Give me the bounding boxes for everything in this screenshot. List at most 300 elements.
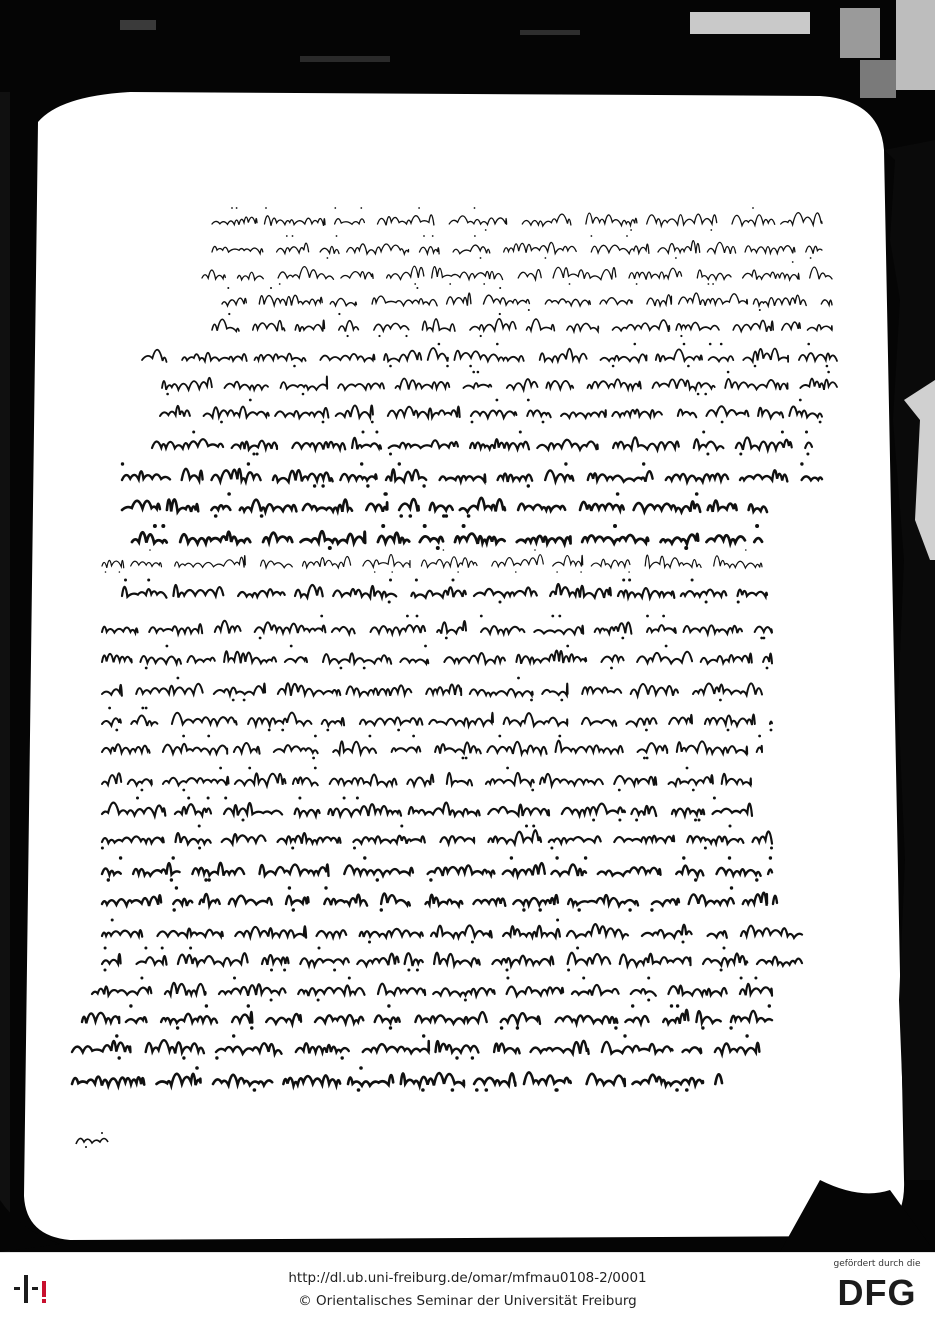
handwritten-word	[781, 213, 822, 225]
diacritic-dot	[567, 969, 570, 972]
diacritic-dot	[405, 335, 407, 337]
handwritten-word	[612, 410, 662, 418]
handwritten-word	[705, 715, 755, 726]
handwritten-word	[707, 242, 735, 254]
diacritic-dot	[701, 1026, 704, 1029]
diacritic-dot	[642, 462, 645, 465]
diacritic-dot	[545, 257, 547, 259]
handwritten-word	[259, 295, 322, 305]
diacritic-dot	[399, 514, 403, 518]
diacritic-dot	[115, 729, 118, 732]
diacritic-dot	[136, 797, 139, 800]
diacritic-dot	[224, 797, 227, 800]
diacritic-dot	[623, 1034, 626, 1037]
handwritten-word	[92, 987, 151, 996]
diacritic-dot	[144, 947, 147, 950]
diacritic-dot	[670, 1004, 673, 1007]
handwritten-word	[440, 474, 486, 482]
diacritic-dot	[472, 371, 475, 374]
handwritten-word	[470, 439, 529, 449]
handwritten-word	[534, 626, 583, 634]
diacritic-dot	[389, 365, 392, 368]
handwritten-word	[694, 439, 724, 449]
handwritten-word	[405, 953, 423, 966]
handwritten-word	[82, 1013, 119, 1023]
diacritic-dot	[149, 549, 151, 551]
diacritic-dot	[270, 969, 273, 972]
handwritten-word	[725, 379, 787, 390]
diacritic-dot	[341, 1056, 344, 1059]
diacritic-dot	[684, 546, 688, 550]
handwritten-word	[582, 535, 648, 543]
diacritic-dot	[147, 579, 150, 582]
viewer-footer	[0, 1252, 935, 1321]
handwritten-word	[587, 1074, 625, 1086]
handwritten-word	[708, 501, 737, 512]
diacritic-dot	[314, 767, 317, 770]
manuscript-line	[102, 886, 777, 911]
handwritten-word	[474, 1073, 515, 1085]
diacritic-dot	[336, 235, 338, 237]
handwritten-word	[600, 298, 632, 305]
handwritten-word	[172, 713, 237, 725]
diacritic-dot	[471, 1056, 474, 1059]
handwritten-word	[753, 832, 773, 844]
handwritten-word	[652, 899, 679, 906]
handwritten-word	[426, 685, 461, 696]
manuscript-line	[102, 735, 762, 760]
diacritic-dot	[421, 1088, 425, 1092]
diacritic-dot	[474, 207, 476, 209]
permalink-url[interactable]: http://dl.ub.uni-freiburg.de/omar/mfmau0108-2/0001	[288, 1270, 647, 1286]
handwritten-word	[731, 1011, 772, 1022]
handwritten-word	[182, 353, 247, 361]
diacritic-dot	[298, 797, 301, 800]
diacritic-dot	[381, 524, 385, 528]
diacritic-dot	[438, 343, 441, 346]
handwritten-word	[415, 1012, 486, 1024]
diacritic-dot	[665, 645, 668, 648]
handwritten-word	[709, 356, 734, 361]
handwritten-word	[503, 863, 545, 876]
handwritten-word	[647, 625, 676, 633]
diacritic-dot	[432, 235, 434, 237]
handwritten-word	[332, 627, 355, 634]
diacritic-dot	[698, 819, 701, 822]
handwritten-word	[618, 588, 674, 598]
handwritten-word	[400, 658, 428, 663]
diacritic-dot	[422, 484, 425, 487]
handwritten-word	[684, 625, 743, 634]
handwritten-word	[800, 379, 837, 390]
handwritten-word	[631, 684, 678, 696]
handwritten-word	[588, 471, 653, 481]
diacritic-dot	[694, 878, 697, 881]
diacritic-dot	[755, 878, 758, 881]
handwritten-word	[165, 983, 206, 996]
handwritten-word	[531, 1041, 589, 1054]
handwritten-word	[518, 504, 565, 511]
handwritten-word	[328, 804, 401, 816]
handwritten-word	[601, 655, 623, 662]
diacritic-dot	[314, 735, 317, 738]
diacritic-dot	[363, 667, 366, 670]
handwritten-word	[102, 895, 161, 906]
handwritten-word	[668, 986, 726, 996]
handwritten-word	[163, 744, 227, 754]
diacritic-dot	[198, 825, 201, 828]
dfg-logo-icon	[827, 1272, 927, 1312]
handwritten-word	[102, 868, 121, 874]
manuscript-line	[102, 645, 772, 670]
handwritten-word	[72, 1077, 144, 1086]
handwritten-word	[562, 804, 625, 816]
diacritic-dot	[755, 524, 759, 528]
diacritic-dot	[118, 1056, 121, 1059]
handwritten-word	[324, 895, 367, 906]
diacritic-dot	[177, 677, 180, 680]
handwritten-word	[122, 587, 167, 598]
diacritic-dot	[359, 1066, 363, 1070]
diacritic-dot	[499, 287, 501, 289]
manuscript-line	[102, 919, 802, 944]
handwritten-word	[768, 870, 772, 874]
diacritic-dot	[232, 699, 235, 702]
diacritic-dot	[618, 789, 621, 792]
diacritic-dot	[634, 343, 637, 346]
handwritten-word	[805, 443, 812, 448]
diacritic-dot	[451, 1088, 455, 1092]
handwritten-word	[200, 894, 220, 906]
handwritten-word	[128, 779, 152, 785]
handwritten-word	[572, 985, 619, 996]
diacritic-dot	[192, 431, 195, 434]
diacritic-dot	[631, 1004, 634, 1007]
handwritten-word	[588, 379, 641, 389]
diacritic-dot	[500, 1026, 503, 1029]
diacritic-dot	[516, 1026, 519, 1029]
handwritten-word	[357, 954, 398, 966]
diacritic-dot	[676, 1004, 679, 1007]
diacritic-dot	[292, 235, 294, 237]
handwritten-word	[494, 1044, 519, 1054]
handwritten-word	[436, 1041, 479, 1052]
diacritic-dot	[727, 729, 730, 732]
diacritic-dot	[360, 207, 362, 209]
handwritten-word	[396, 378, 450, 389]
diacritic-dot	[810, 257, 812, 259]
handwritten-word	[132, 532, 167, 543]
handwritten-word	[561, 410, 606, 418]
handwritten-word	[160, 406, 190, 417]
manuscript-line	[160, 399, 822, 424]
handwritten-word	[447, 293, 471, 306]
handwritten-word	[614, 836, 674, 843]
handwritten-word	[656, 349, 702, 362]
handwritten-word	[260, 865, 329, 876]
diacritic-dot	[418, 207, 420, 209]
handwritten-word	[447, 773, 472, 786]
diacritic-dot	[496, 343, 499, 346]
handwritten-word	[693, 683, 762, 695]
handwritten-word	[474, 588, 537, 597]
diacritic-dot	[558, 615, 561, 618]
handwritten-word	[749, 504, 767, 512]
handwritten-word	[235, 926, 306, 937]
handwritten-word	[661, 534, 699, 544]
handwritten-word	[293, 777, 318, 785]
handwritten-word	[601, 354, 647, 361]
handwritten-word	[360, 929, 423, 937]
handwritten-word	[638, 743, 668, 753]
handwritten-word	[647, 295, 672, 306]
diacritic-dot	[140, 977, 143, 980]
diacritic-dot	[374, 571, 376, 573]
diacritic-dot	[324, 886, 327, 889]
handwritten-word	[102, 627, 138, 633]
diacritic-dot	[682, 856, 685, 859]
handwritten-word	[72, 1041, 130, 1052]
manuscript-line	[72, 1034, 759, 1059]
diacritic-dot	[406, 615, 409, 618]
diacritic-dot	[613, 524, 617, 528]
copyright-notice: © Orientalisches Seminar der Universität Freiburg	[298, 1293, 637, 1309]
diacritic-dot	[628, 571, 630, 573]
handwritten-word	[633, 1075, 704, 1086]
manuscript-line	[102, 707, 772, 732]
diacritic-dot	[827, 371, 830, 374]
handwritten-word	[149, 624, 202, 634]
diacritic-dot	[333, 969, 336, 972]
diacritic-dot	[704, 393, 707, 396]
handwritten-word	[225, 382, 269, 390]
handwritten-word	[411, 587, 466, 597]
diacritic-dot	[610, 667, 613, 670]
diacritic-dot	[368, 941, 371, 944]
handwritten-word	[806, 246, 822, 254]
diacritic-dot	[675, 1088, 679, 1092]
diacritic-dot	[260, 514, 264, 518]
diacritic-dot	[550, 847, 553, 850]
handwritten-word	[330, 298, 356, 305]
handwritten-word	[333, 586, 396, 598]
handwritten-word	[757, 746, 762, 752]
diacritic-dot	[480, 257, 482, 259]
handwritten-word	[755, 627, 772, 633]
dfg-caption: gefördert durch die	[833, 1259, 921, 1269]
manuscript-line	[142, 343, 837, 368]
diacritic-dot	[555, 1088, 559, 1092]
handwritten-word	[568, 895, 638, 906]
handwritten-word	[255, 622, 326, 633]
diacritic-dot	[697, 393, 700, 396]
handwritten-word	[372, 296, 437, 306]
diacritic-dot	[108, 707, 111, 710]
handwritten-word	[320, 246, 339, 253]
handwritten-word	[503, 926, 560, 937]
handwritten-word	[298, 985, 364, 996]
diacritic-dot	[215, 1056, 218, 1059]
handwritten-word	[545, 470, 573, 481]
handwritten-word	[540, 774, 603, 786]
diacritic-dot	[362, 431, 365, 434]
diacritic-dot	[618, 819, 621, 822]
diacritic-dot	[739, 453, 742, 456]
diacritic-dot	[525, 825, 528, 828]
diacritic-dot	[121, 462, 124, 465]
diacritic-dot	[387, 1004, 390, 1007]
handwritten-word	[420, 536, 443, 542]
handwritten-word	[627, 718, 657, 726]
handwritten-word	[455, 534, 505, 544]
diacritic-dot	[462, 757, 465, 760]
handwritten-word	[513, 895, 558, 905]
handwritten-word	[211, 505, 230, 510]
diacritic-dot	[455, 1056, 458, 1059]
diacritic-dot	[170, 878, 173, 881]
handwritten-word	[378, 215, 434, 225]
handwritten-word	[278, 833, 341, 843]
diacritic-dot	[768, 1004, 771, 1007]
manuscript-line	[202, 261, 832, 285]
diacritic-dot	[389, 1026, 392, 1029]
handwritten-word	[741, 926, 802, 938]
handwritten-word	[460, 498, 505, 512]
handwritten-word	[273, 470, 333, 482]
diacritic-dot	[268, 729, 271, 732]
handwritten-word	[182, 469, 203, 481]
handwritten-word	[346, 685, 411, 695]
diacritic-dot	[220, 421, 223, 424]
handwritten-word	[420, 247, 440, 254]
diacritic-dot	[483, 283, 485, 285]
diacritic-dot	[770, 729, 773, 732]
handwritten-word	[435, 742, 481, 753]
handwritten-word	[216, 1043, 282, 1054]
handwritten-word	[175, 556, 246, 568]
handwritten-word	[339, 321, 359, 332]
handwritten-word	[146, 1040, 204, 1053]
diacritic-dot	[416, 287, 418, 289]
handwritten-arabic-text	[62, 200, 842, 1120]
handwritten-word	[330, 775, 397, 786]
handwritten-word	[366, 502, 387, 511]
manuscript-line	[212, 207, 822, 231]
diacritic-dot	[694, 819, 697, 822]
diacritic-dot	[515, 571, 517, 573]
diacritic-dot	[636, 283, 638, 285]
handwritten-word	[300, 958, 349, 965]
diacritic-dot	[592, 819, 595, 822]
diacritic-dot	[499, 601, 502, 604]
handwritten-word	[315, 1015, 363, 1023]
diacritic-dot	[510, 856, 513, 859]
manuscript-line	[102, 677, 762, 702]
diacritic-dot	[530, 699, 533, 702]
manuscript-line	[92, 977, 772, 1002]
diacritic-dot	[506, 969, 509, 972]
handwritten-word	[278, 267, 333, 280]
handwritten-word	[501, 1013, 540, 1024]
diacritic-dot	[233, 977, 236, 980]
diacritic-dot	[371, 421, 374, 424]
handwritten-word	[517, 536, 571, 544]
handwritten-word	[378, 984, 425, 995]
diacritic-dot	[242, 819, 245, 822]
handwritten-word	[333, 741, 376, 753]
diacritic-dot	[205, 1004, 208, 1007]
handwritten-word	[381, 893, 410, 905]
diacritic-dot	[720, 343, 723, 346]
handwritten-word	[498, 474, 532, 482]
diacritic-dot	[687, 365, 690, 368]
handwritten-word	[681, 590, 727, 597]
handwritten-word	[202, 270, 225, 279]
diacritic-dot	[107, 878, 110, 881]
diacritic-dot	[686, 767, 689, 770]
handwritten-word	[620, 954, 691, 966]
diacritic-dot	[704, 847, 707, 850]
marginal-note-handwriting	[74, 1130, 114, 1150]
diacritic-dot	[376, 878, 379, 881]
handwritten-word	[296, 1043, 349, 1053]
diacritic-dot	[334, 207, 336, 209]
handwritten-word	[102, 718, 121, 725]
handwritten-word	[175, 804, 211, 815]
handwritten-word	[295, 585, 323, 598]
handwritten-word	[669, 715, 692, 724]
handwritten-word	[676, 322, 719, 330]
handwritten-word	[222, 834, 266, 844]
diacritic-dot	[467, 514, 471, 518]
handwritten-word	[275, 408, 328, 418]
handwritten-word	[631, 989, 656, 996]
diacritic-dot	[250, 1026, 253, 1029]
handwritten-word	[504, 713, 568, 726]
diacritic-dot	[558, 735, 561, 738]
handwritten-word	[614, 776, 656, 786]
diacritic-dot	[141, 707, 144, 710]
handwritten-word	[808, 325, 833, 331]
dfg-sponsor[interactable]	[823, 1259, 931, 1317]
diacritic-dot	[207, 735, 210, 738]
handwritten-word	[253, 321, 285, 332]
handwritten-word	[219, 984, 286, 995]
handwritten-word	[444, 653, 505, 664]
diacritic-dot	[270, 287, 272, 289]
handwritten-word	[102, 685, 122, 696]
diacritic-dot	[826, 365, 829, 368]
handwritten-word	[677, 741, 747, 753]
handwritten-word	[167, 499, 198, 512]
diacritic-dot	[485, 229, 487, 231]
handwritten-word	[696, 1011, 720, 1023]
diacritic-dot	[754, 365, 757, 368]
handwritten-word	[278, 683, 341, 695]
diacritic-dot	[580, 571, 582, 573]
diacritic-dot	[429, 878, 432, 881]
diacritic-dot	[104, 969, 107, 972]
diacritic-dot	[760, 637, 763, 640]
manuscript-line	[102, 797, 752, 822]
diacritic-dot	[710, 229, 712, 231]
handwritten-word	[281, 376, 328, 389]
diacritic-dot	[721, 421, 724, 424]
handwritten-word	[348, 1075, 393, 1086]
diacritic-dot	[723, 947, 726, 950]
handwritten-word	[740, 470, 787, 481]
handwritten-word	[176, 833, 211, 844]
